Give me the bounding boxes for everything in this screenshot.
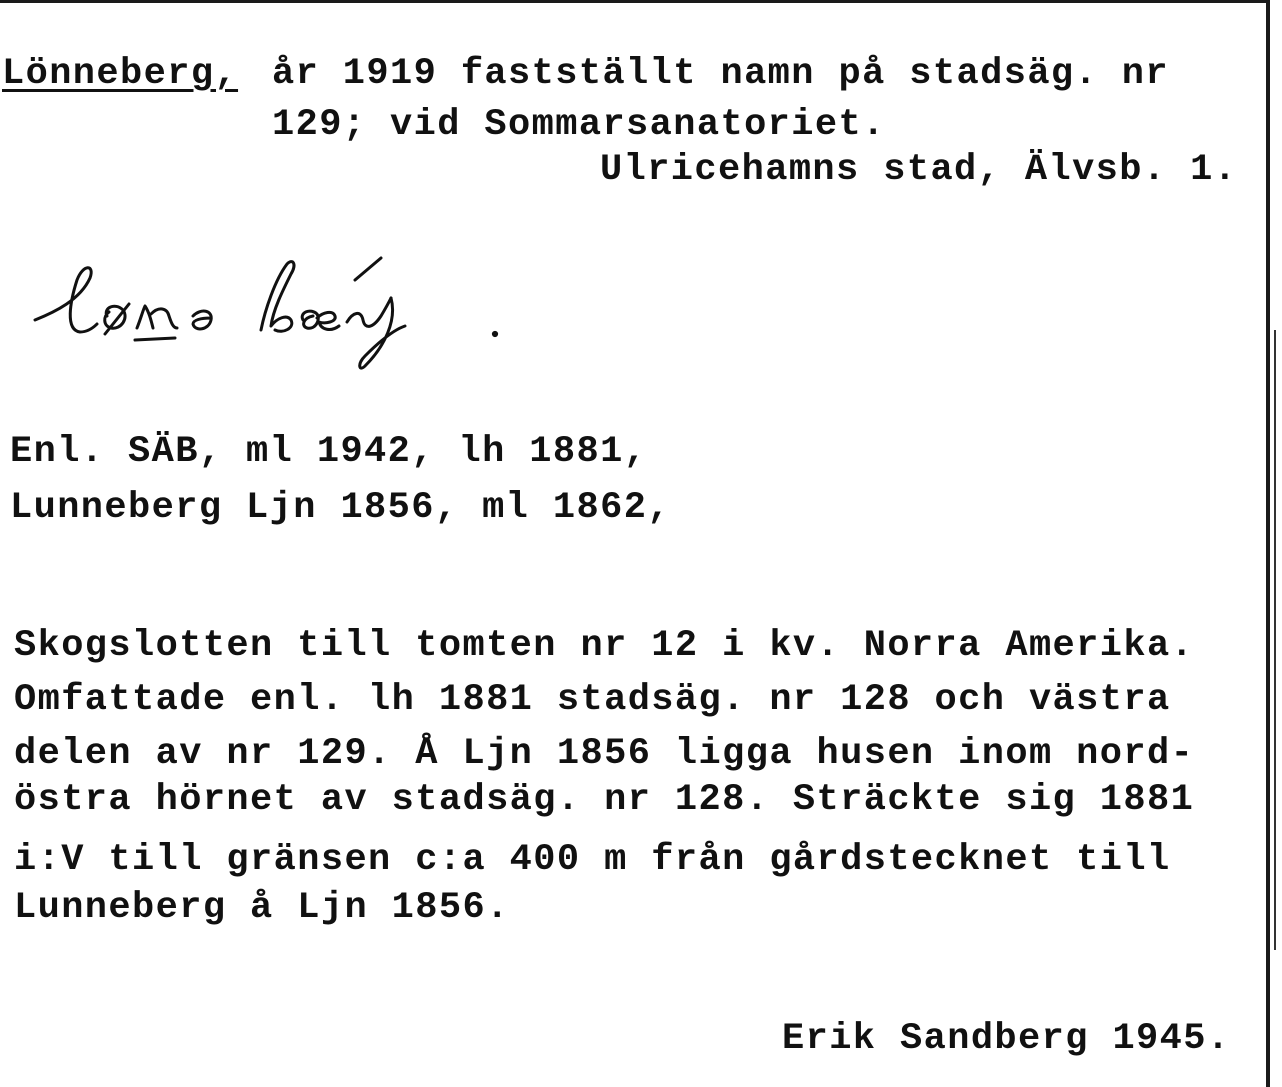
body-line-4: östra hörnet av stadsäg. nr 128. Sträckte sig 1881	[14, 779, 1195, 821]
body-line-2: Omfattade enl. lh 1881 stadsäg. nr 128 och västra	[14, 679, 1171, 721]
signature: Erik Sandberg 1945.	[782, 1018, 1231, 1060]
body-line-6: Lunneberg å Ljn 1856.	[14, 887, 510, 929]
location-line: Ulricehamns stad, Älvsb. 1.	[600, 149, 1238, 191]
body-line-5: i:V till gränsen c:a 400 m från gårdstecknet till	[14, 839, 1171, 881]
sources-line-2: Lunneberg Ljn 1856, ml 1862,	[10, 487, 671, 529]
card-right-edge	[1266, 0, 1270, 1087]
body-line-1: Skogslotten till tomten nr 12 i kv. Norra Amerika.	[14, 625, 1195, 667]
body-line-3: delen av nr 129. Å Ljn 1856 ligga husen inom nord-	[14, 733, 1195, 775]
headword: Lönneberg,	[2, 53, 239, 95]
card-right-edge-shadow	[1274, 330, 1276, 950]
sources-line-1: Enl. SÄB, ml 1942, lh 1881,	[10, 431, 648, 473]
header-line-2: 129; vid Sommarsanatoriet.	[272, 104, 886, 146]
card-top-edge	[0, 0, 1266, 3]
handwritten-pronunciation-icon	[25, 250, 505, 380]
header-line-1: år 1919 fastställt namn på stadsäg. nr	[272, 53, 1169, 95]
